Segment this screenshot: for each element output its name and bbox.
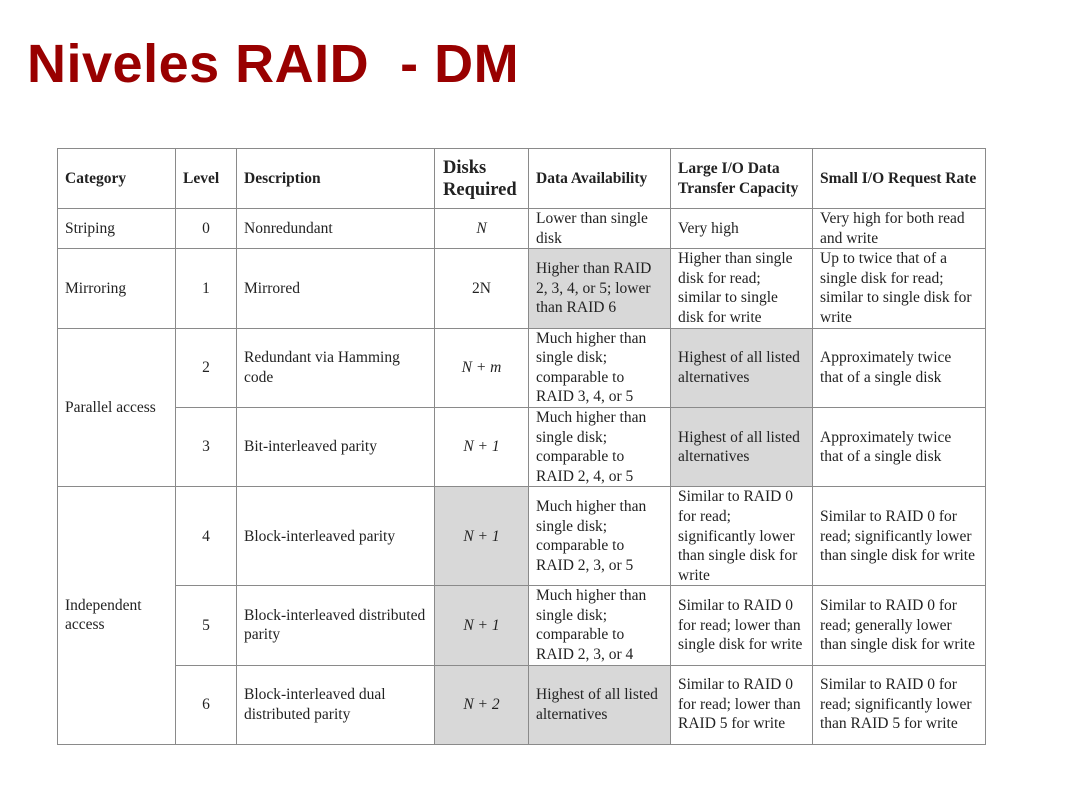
table-row xyxy=(58,407,986,486)
header-level: Level xyxy=(176,149,237,209)
table-row xyxy=(58,586,986,665)
disks-cell: N + 1 xyxy=(435,586,529,665)
availability-cell: Much higher than single disk; comparable to RAID 2, 4, or 5 xyxy=(529,407,671,486)
large-io-cell: Very high xyxy=(671,209,813,249)
level-cell: 1 xyxy=(176,249,237,328)
header-data-availability: Data Availability xyxy=(529,149,671,209)
header-disks-required: Disks Required xyxy=(435,149,529,209)
disks-cell: N xyxy=(435,209,529,249)
availability-cell: Much higher than single disk; comparable to RAID 3, 4, or 5 xyxy=(529,328,671,407)
slide-title: Niveles RAID - DM xyxy=(27,34,520,94)
table-row xyxy=(58,665,986,744)
header-small-io: Small I/O Request Rate xyxy=(813,149,986,209)
header-large-io: Large I/O Data Transfer Capacity xyxy=(671,149,813,209)
small-io-cell: Approximately twice that of a single disk xyxy=(813,407,986,486)
raid-levels-table xyxy=(57,148,986,745)
small-io-cell: Similar to RAID 0 for read; significantly lower than single disk for write xyxy=(813,487,986,586)
table-row xyxy=(58,487,986,586)
disks-cell: N + m xyxy=(435,328,529,407)
small-io-cell: Very high for both read and write xyxy=(813,209,986,249)
category-cell: Mirroring xyxy=(58,249,176,328)
level-cell: 3 xyxy=(176,407,237,486)
table-row xyxy=(58,249,986,328)
description-cell: Block-interleaved distributed parity xyxy=(237,586,435,665)
category-cell: Independent access xyxy=(58,487,176,744)
description-cell: Mirrored xyxy=(237,249,435,328)
large-io-cell: Similar to RAID 0 for read; lower than single disk for write xyxy=(671,586,813,665)
description-cell: Bit-interleaved parity xyxy=(237,407,435,486)
disks-cell: N + 1 xyxy=(435,407,529,486)
description-cell: Redundant via Hamming code xyxy=(237,328,435,407)
table-header-row xyxy=(58,149,986,209)
large-io-cell: Highest of all listed alternatives xyxy=(671,407,813,486)
disks-cell: 2N xyxy=(435,249,529,328)
header-category: Category xyxy=(58,149,176,209)
small-io-cell: Up to twice that of a single disk for read; similar to single disk for write xyxy=(813,249,986,328)
large-io-cell: Similar to RAID 0 for read; lower than RAID 5 for write xyxy=(671,665,813,744)
availability-cell: Lower than single disk xyxy=(529,209,671,249)
category-cell: Parallel access xyxy=(58,328,176,487)
description-cell: Block-interleaved dual distributed parity xyxy=(237,665,435,744)
level-cell: 5 xyxy=(176,586,237,665)
description-cell: Nonredundant xyxy=(237,209,435,249)
table-row xyxy=(58,328,986,407)
disks-cell: N + 2 xyxy=(435,665,529,744)
table-row xyxy=(58,209,986,249)
level-cell: 2 xyxy=(176,328,237,407)
level-cell: 4 xyxy=(176,487,237,586)
disks-cell: N + 1 xyxy=(435,487,529,586)
small-io-cell: Similar to RAID 0 for read; generally lower than single disk for write xyxy=(813,586,986,665)
header-description: Description xyxy=(237,149,435,209)
level-cell: 0 xyxy=(176,209,237,249)
small-io-cell: Approximately twice that of a single disk xyxy=(813,328,986,407)
large-io-cell: Higher than single disk for read; similar to single disk for write xyxy=(671,249,813,328)
category-cell: Striping xyxy=(58,209,176,249)
availability-cell: Much higher than single disk; comparable to RAID 2, 3, or 4 xyxy=(529,586,671,665)
large-io-cell: Similar to RAID 0 for read; significantly lower than single disk for write xyxy=(671,487,813,586)
description-cell: Block-interleaved parity xyxy=(237,487,435,586)
level-cell: 6 xyxy=(176,665,237,744)
availability-cell: Highest of all listed alternatives xyxy=(529,665,671,744)
availability-cell: Much higher than single disk; comparable to RAID 2, 3, or 5 xyxy=(529,487,671,586)
availability-cell: Higher than RAID 2, 3, 4, or 5; lower than RAID 6 xyxy=(529,249,671,328)
large-io-cell: Highest of all listed alternatives xyxy=(671,328,813,407)
small-io-cell: Similar to RAID 0 for read; significantly lower than RAID 5 for write xyxy=(813,665,986,744)
